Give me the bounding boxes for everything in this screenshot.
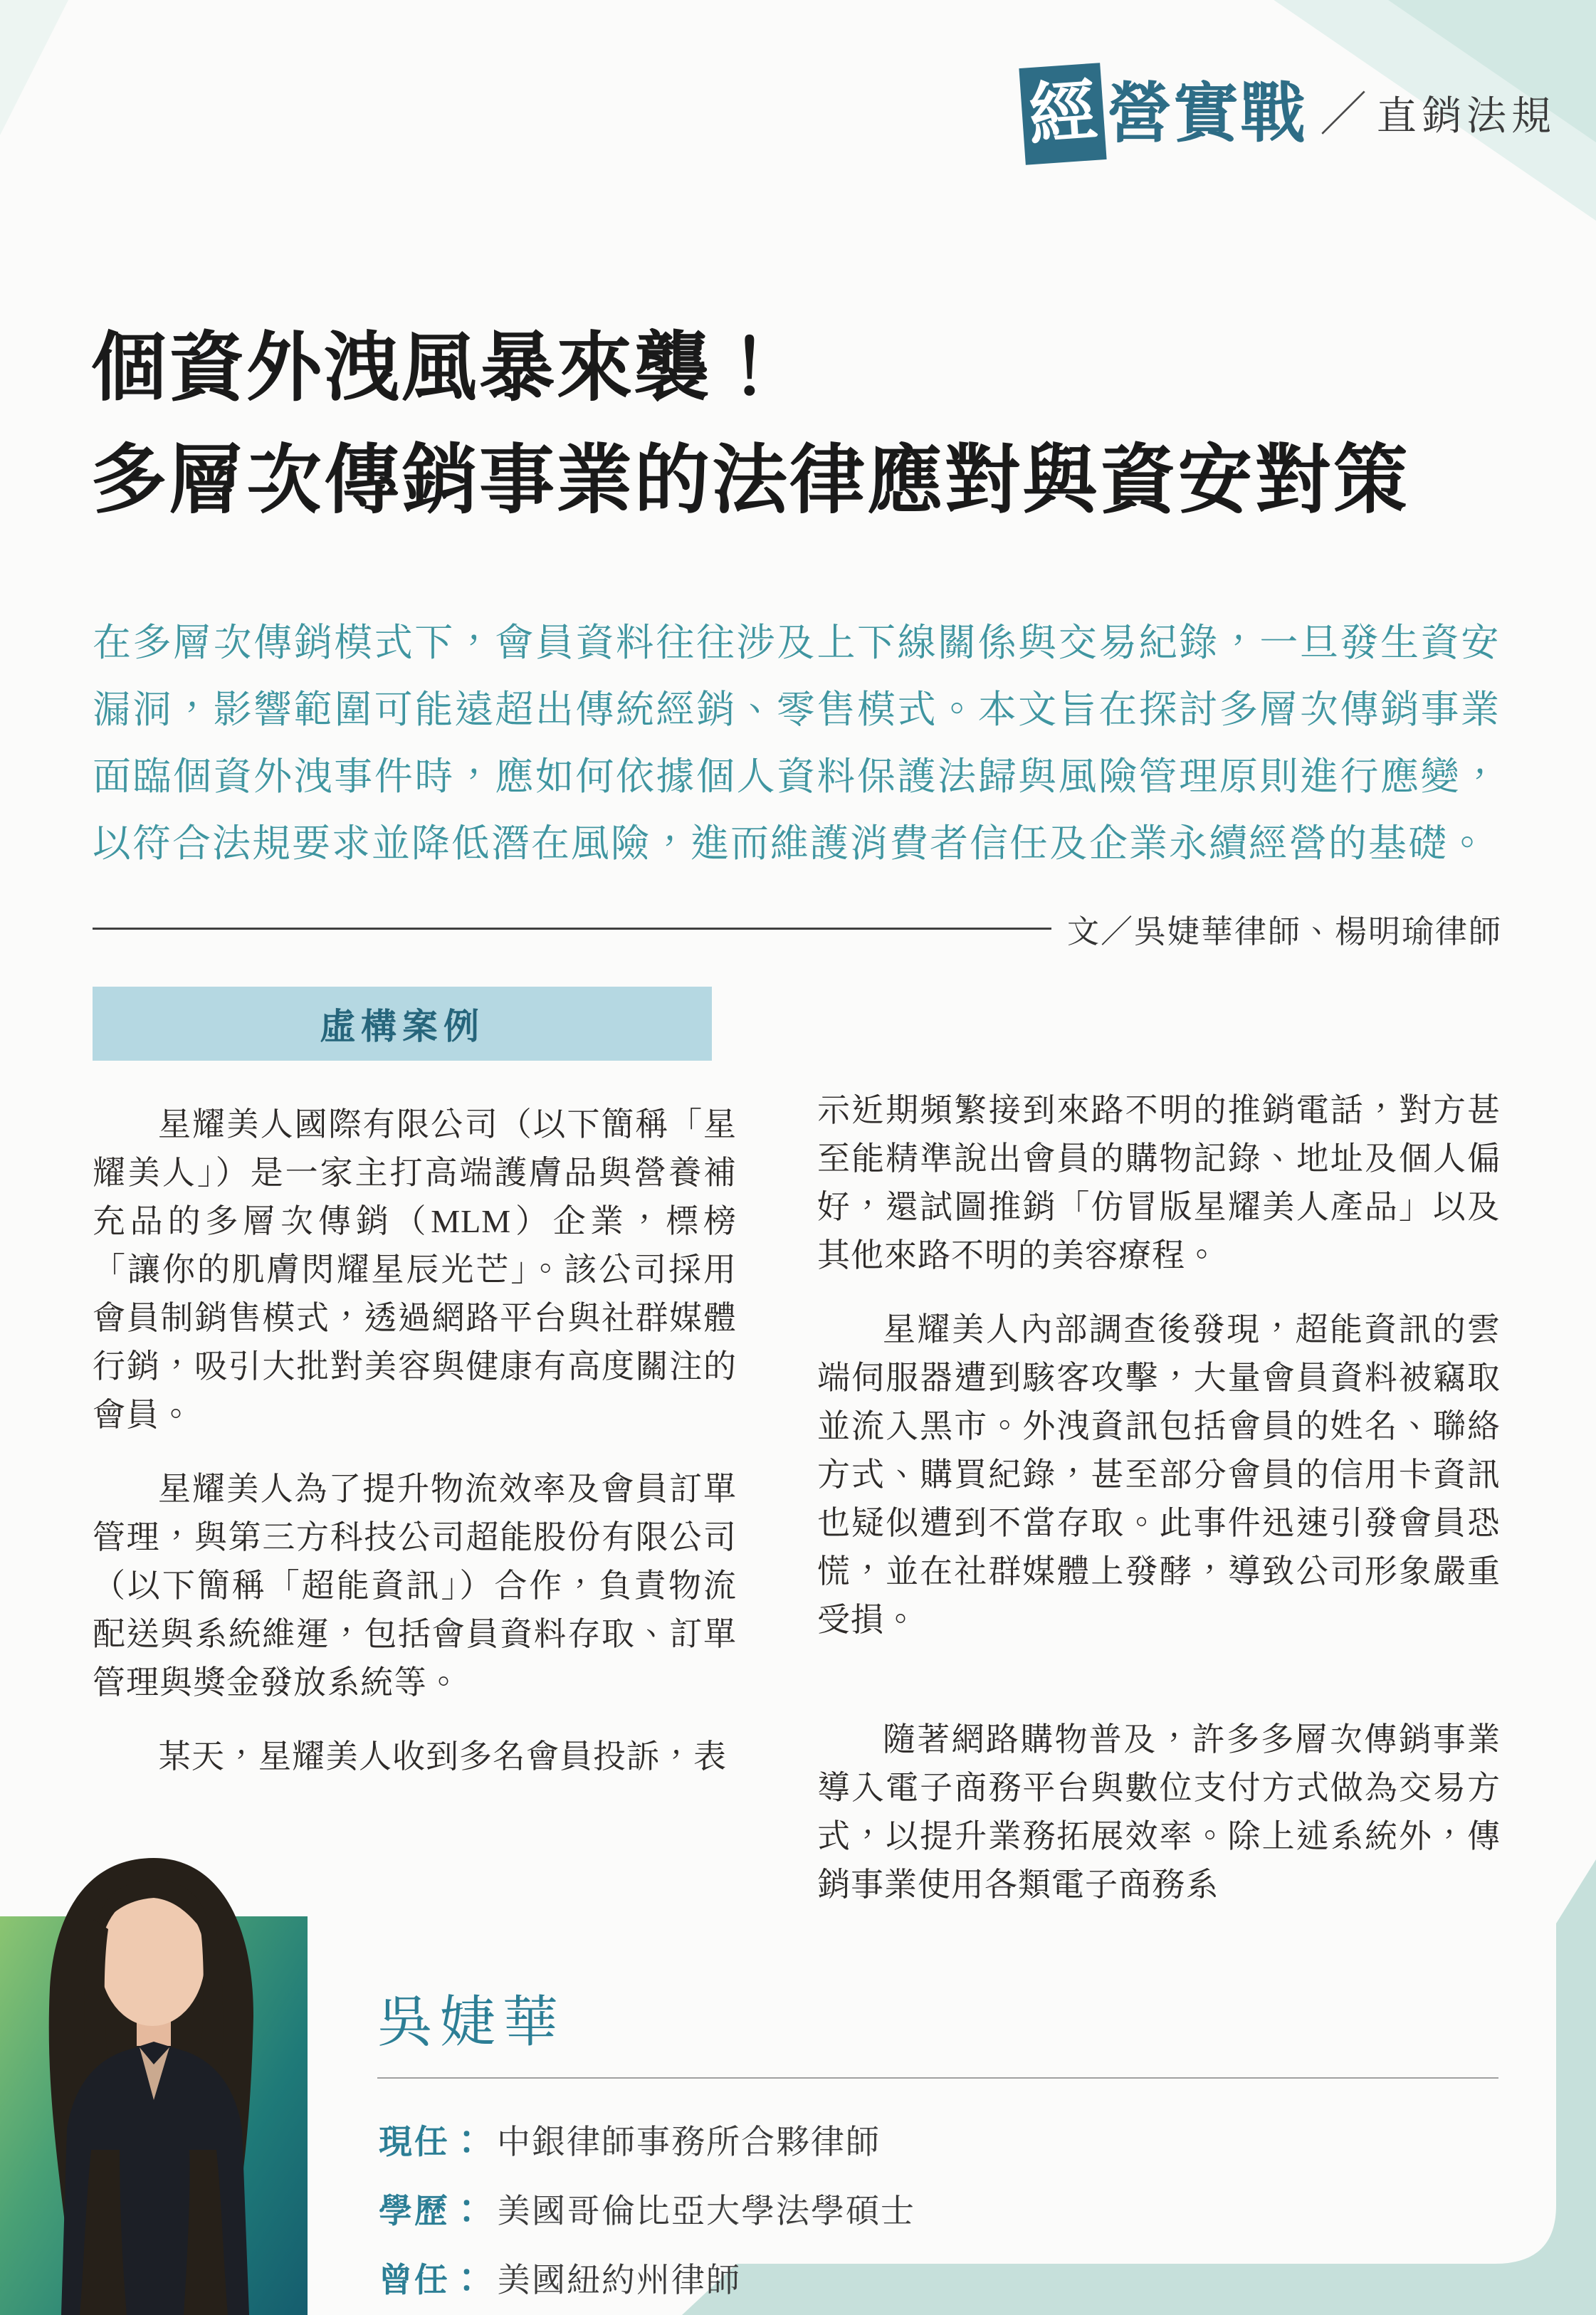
section-badge bbox=[1022, 65, 1556, 162]
article-title-line2: 多層次傳銷事業的法律應對與資安對策 bbox=[91, 439, 1410, 523]
author-profile-row bbox=[379, 2254, 915, 2301]
profile-value: 美國紐約州律師 bbox=[497, 2261, 741, 2299]
article-paragraph: 某天，星耀美人收到多名會員投訴，表 bbox=[158, 1738, 727, 1775]
article-paragraph: 星耀美人內部調查後發現，超能資訊的雲端伺服器遭到駭客攻擊，大量會員資料被竊取並流入黑市。外洩資訊包括會員的姓名、聯絡方式、購買紀錄，甚至部分會員的信用卡資訊也疑似遭到不當存取。此事件迅速引發會員恐慌，並在社群媒體上發酵，導致公司形象嚴重受損。 bbox=[817, 1311, 1501, 1638]
profile-value: 中銀律師事務所合夥律師 bbox=[497, 2123, 881, 2161]
article-title-line1: 個資外洩風暴來襲！ bbox=[91, 326, 789, 410]
profile-label: 現任： bbox=[379, 2123, 485, 2161]
byline-row bbox=[93, 905, 1502, 952]
case-study-header bbox=[93, 987, 712, 1061]
article-paragraph: 隨著網路購物普及，許多多層次傳銷事業導入電子商務平台與數位支付方式做為交易方式，以提升業務拓展效率。除上述系統外，傳銷事業使用各類電子商務系 bbox=[817, 1721, 1501, 1903]
author-profile-row bbox=[379, 2116, 915, 2163]
byline-rule bbox=[93, 928, 1051, 930]
profile-label: 曾任： bbox=[379, 2261, 485, 2299]
article-paragraph: 星耀美人為了提升物流效率及會員訂單管理，與第三方科技公司超能股份有限公司（以下簡稱「超能資訊」）合作，負責物流配送與系統維運，包括會員資料存取、訂單管理與獎金發放系統等。 bbox=[93, 1471, 737, 1701]
author-divider bbox=[377, 2077, 1498, 2079]
profile-value: 美國哥倫比亞大學法學碩士 bbox=[497, 2192, 915, 2230]
author-portrait-image bbox=[0, 1851, 308, 2315]
author-name: 吳婕華 bbox=[377, 1991, 566, 2053]
author-photo bbox=[0, 1851, 308, 2315]
profile-label: 學歷： bbox=[379, 2192, 485, 2230]
author-profile-row bbox=[379, 2185, 915, 2232]
article-paragraph: 示近期頻繁接到來路不明的推銷電話，對方甚至能精準說出會員的購物記錄、地址及個人偏好，還試圖推銷「仿冒版星耀美人產品」以及其他來路不明的美容療程。 bbox=[817, 1092, 1501, 1274]
section-badge-slash: ／ bbox=[1320, 88, 1367, 140]
corner-decoration-top-left bbox=[0, 0, 68, 135]
lead-paragraph: 在多層次傳銷模式下，會員資料往往涉及上下線關係與交易紀錄，一旦發生資安漏洞，影響範圍可能遠超出傳統經銷、零售模式。本文旨在探討多層次傳銷事業面臨個資外洩事件時，應如何依據個人資料保護法歸與風險管理原則進行應變，以符合法規要求並降低潛在風險，進而維護消費者信任及企業永續經營的基礎。 bbox=[93, 621, 1501, 865]
section-badge-series: 營實戰 bbox=[1106, 78, 1307, 150]
article-paragraph: 星耀美人國際有限公司（以下簡稱「星耀美人」）是一家主打高端護膚品與營養補充品的多層次傳銷（MLM）企業，標榜「讓你的肌膚閃耀星辰光芒」。該公司採用會員制銷售模式，透過網路平台與社群媒體行銷，吸引大批對美容與健康有高度關注的會員。 bbox=[93, 1106, 737, 1433]
author-profile bbox=[379, 2116, 915, 2315]
section-badge-box bbox=[1019, 63, 1106, 165]
article-title bbox=[91, 312, 1508, 537]
section-badge-category: 直銷法規 bbox=[1377, 93, 1556, 138]
byline-text: 文／吳婕華律師、楊明瑜律師 bbox=[1066, 913, 1502, 950]
article-column-left bbox=[93, 1101, 737, 1807]
section-badge-box-char: 經 bbox=[1026, 73, 1100, 154]
case-study-header-label: 虛構案例 bbox=[320, 1007, 485, 1046]
article-column-right bbox=[817, 1086, 1501, 1935]
